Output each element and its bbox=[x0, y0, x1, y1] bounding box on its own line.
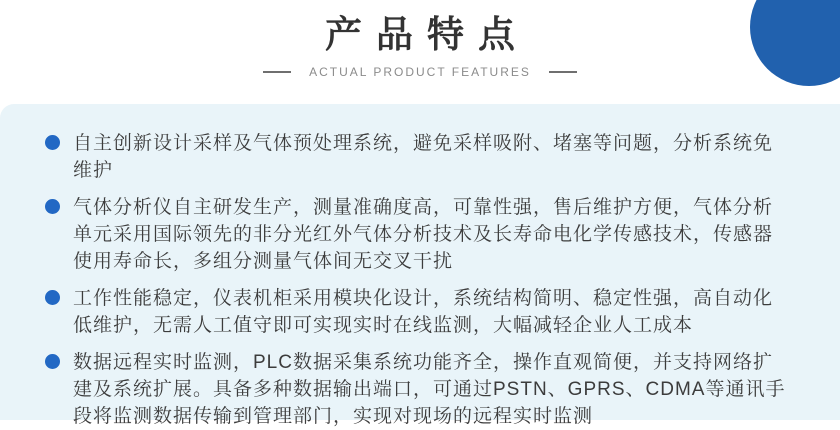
page-title: 产品特点 bbox=[325, 14, 529, 55]
subtitle-left-line bbox=[263, 71, 291, 73]
feature-text: 气体分析仪自主研发生产，测量准确度高，可靠性强，售后维护方便，气体分析 单元采用国际领先的非分光红外气体分析技术及长寿命电化学传感技术，传感器 使用寿命长，多组分测量气体间无交叉干扰 bbox=[73, 197, 774, 272]
feature-item bbox=[45, 349, 804, 430]
feature-text: 自主创新设计采样及气体预处理系统，避免采样吸附、堵塞等问题，分析系统免 维护 bbox=[73, 133, 774, 181]
feature-text: 数据远程实时监测，PLC数据采集系统功能齐全，操作直观简便，并支持网络扩 建及系统扩展。具备多种数据输出端口，可通过PSTN、GPRS、CDMA等通讯手 段将监测数据传输到管理部门，实现对现场的远程实时监测 bbox=[73, 352, 786, 427]
bullet-dot-icon bbox=[45, 290, 60, 305]
subtitle-row bbox=[0, 65, 840, 79]
feature-item bbox=[45, 130, 804, 184]
page-subtitle: ACTUAL PRODUCT FEATURES bbox=[309, 65, 531, 80]
feature-item bbox=[45, 194, 804, 275]
header bbox=[0, 0, 840, 104]
subtitle-right-line bbox=[549, 71, 577, 73]
feature-text: 工作性能稳定，仪表机柜采用模块化设计，系统结构简明、稳定性强，高自动化 低维护，无需人工值守即可实现实时在线监测，大幅减轻企业人工成本 bbox=[73, 288, 774, 336]
bullet-dot-icon bbox=[45, 135, 60, 150]
feature-item bbox=[45, 285, 804, 339]
features-panel bbox=[0, 104, 840, 427]
bullet-dot-icon bbox=[45, 354, 60, 369]
bullet-dot-icon bbox=[45, 199, 60, 214]
